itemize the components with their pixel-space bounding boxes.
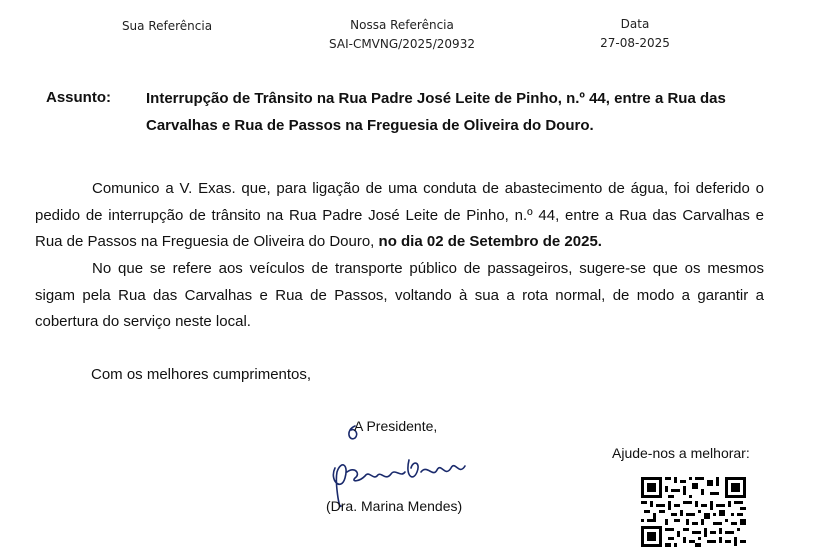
signer-name: (Dra. Marina Mendes) (326, 498, 463, 514)
president-label: A Presidente, (354, 418, 438, 434)
body-paragraph-1 (35, 176, 764, 256)
ref-data-value: 27-08-2025 (600, 36, 670, 50)
ref-nossa-label: Nossa Referência (350, 18, 454, 32)
body-paragraph-2 (35, 256, 764, 336)
subject-label: Assunto: (46, 89, 111, 106)
closing-text: Com os melhores cumprimentos, (91, 366, 312, 383)
paragraph-1-text: Comunico a V. Exas. que, para ligação de uma conduta de abastecimento de água, foi deferido o pedido de interrupção de trânsito na Rua Padre José Leite de Pinho, n.º 44, entre a Rua das Carvalhas e Rua de Passos na Freguesia de Oliveira do Douro, (35, 180, 764, 250)
subject-text: Interrupção de Trânsito na Rua Padre José Leite de Pinho, n.º 44, entre a Rua das Carvalhas e Rua de Passos na Freguesia de Oliveira do Douro. (146, 90, 726, 134)
ref-data-block (575, 15, 695, 53)
ref-nossa-block (317, 16, 487, 54)
ref-data-label: Data (620, 17, 650, 31)
ref-nossa-value: SAI-CMVNG/2025/20932 (329, 37, 475, 51)
paragraph-2-text: No que se refere aos veículos de transporte público de passageiros, sugere-se que os mesmos sigam pela Rua das Carvalhas e Rua de Passos, voltando à sua a rota normal, de modo a garantir a cobertura do serviço neste local. (35, 260, 764, 330)
feedback-caption: Ajude-nos a melhorar: (612, 445, 750, 461)
qr-code[interactable] (641, 477, 746, 547)
paragraph-1-date: no dia 02 de Setembro de 2025. (378, 233, 602, 250)
ref-sua-block (107, 17, 227, 36)
ref-sua-label: Sua Referência (121, 19, 213, 33)
